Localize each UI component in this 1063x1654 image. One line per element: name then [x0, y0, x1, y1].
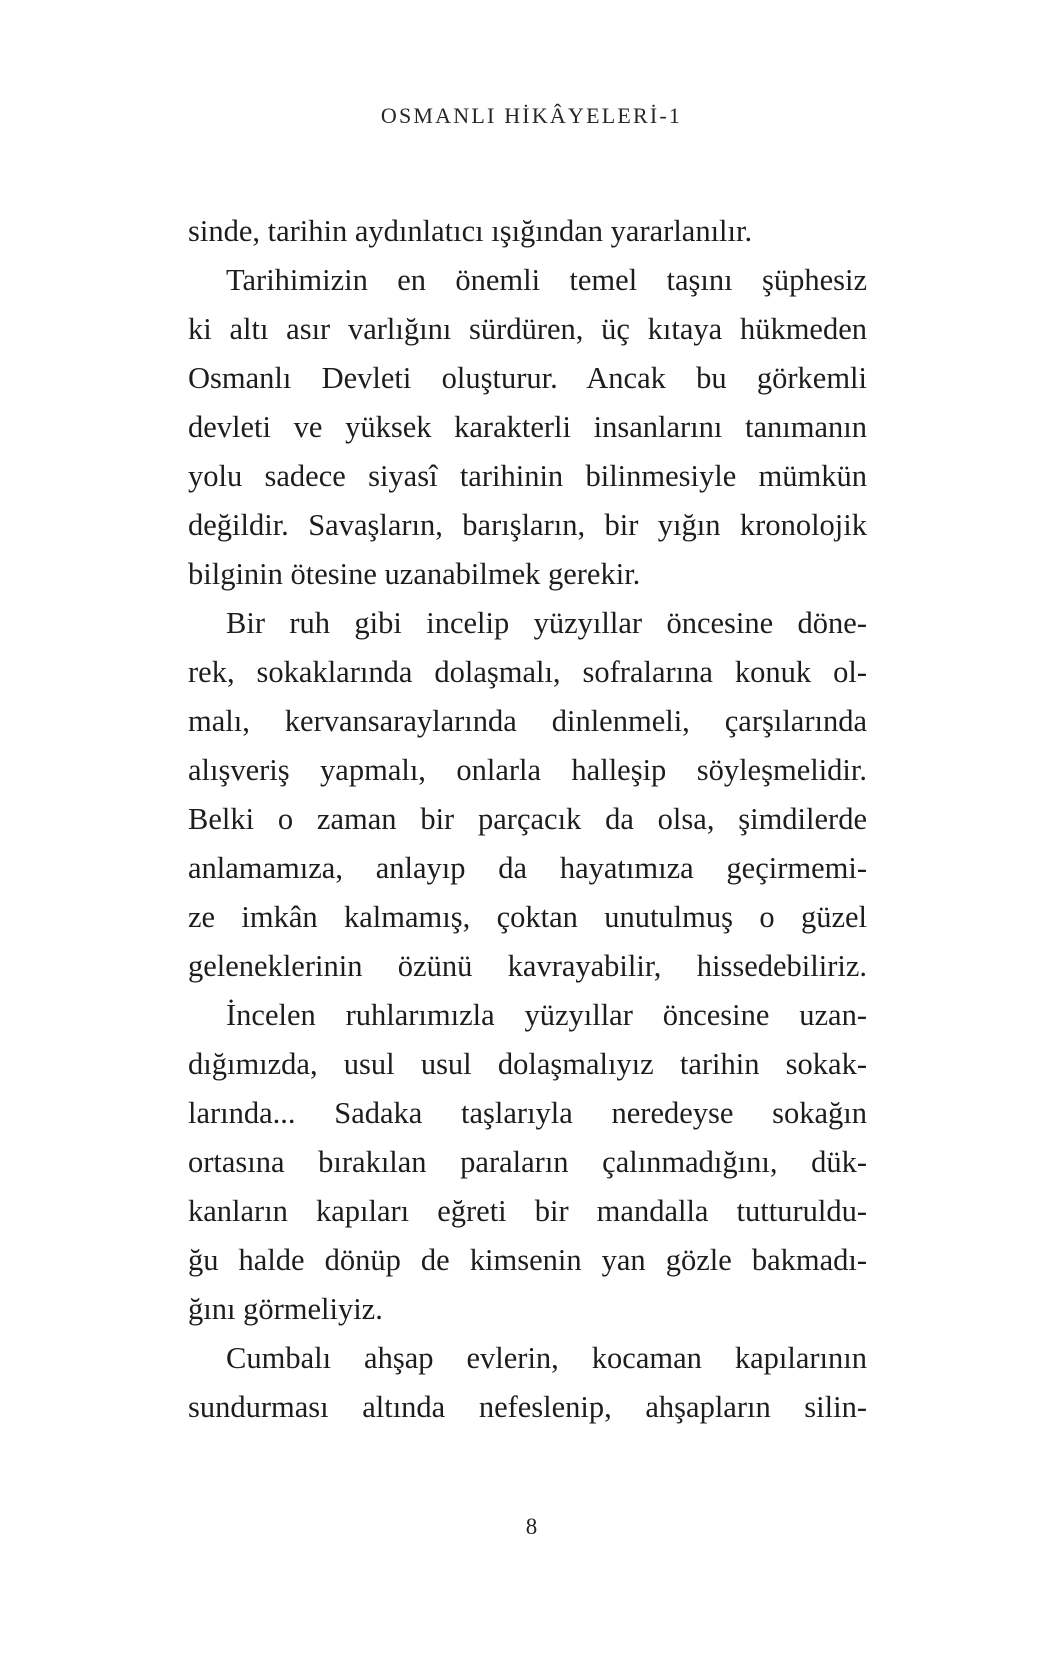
text-line: ortasına bırakılan paraların çalınmadığını, dük-: [188, 1145, 867, 1179]
text-line: bilginin ötesine uzanabilmek gerekir.: [188, 557, 641, 591]
text-line: dığımızda, usul usul dolaşmalıyız tarihin sokak-: [188, 1047, 867, 1081]
running-head-title: OSMANLI HİKÂYELERİ-1: [380, 103, 683, 128]
text-line: ğını görmeliyiz.: [188, 1292, 383, 1326]
text-line: devleti ve yüksek karakterli insanlarını tanımanın: [188, 410, 867, 444]
text-line: kanların kapıları eğreti bir mandalla tutturuldu-: [188, 1194, 867, 1228]
text-line: sinde, tarihin aydınlatıcı ışığından yararlanılır.: [188, 214, 753, 248]
text-line: ki altı asır varlığını sürdüren, üç kıtaya hükmeden: [188, 312, 867, 346]
text-line: sundurması altında nefeslenip, ahşapların silin-: [188, 1390, 867, 1424]
text-line: değildir. Savaşların, barışların, bir yığın kronolojik: [188, 508, 867, 542]
text-line: ğu halde dönüp de kimsenin yan gözle bakmadı-: [188, 1243, 867, 1277]
text-line: Cumbalı ahşap evlerin, kocaman kapılarının: [226, 1341, 867, 1375]
text-line: alışveriş yapmalı, onlarla halleşip söyleşmelidir.: [188, 753, 867, 787]
text-line: rek, sokaklarında dolaşmalı, sofralarına konuk ol-: [188, 655, 867, 689]
text-line: geleneklerinin özünü kavrayabilir, hissedebiliriz.: [188, 949, 867, 983]
text-line: Tarihimizin en önemli temel taşını şüphesiz: [226, 263, 867, 297]
text-line: anlamamıza, anlayıp da hayatımıza geçirmemi-: [188, 851, 867, 885]
text-line: larında... Sadaka taşlarıyla neredeyse sokağın: [188, 1096, 867, 1130]
page-number: 8: [525, 1514, 538, 1539]
text-line: yolu sadece siyasî tarihinin bilinmesiyle mümkün: [188, 459, 867, 493]
text-line: Belki o zaman bir parçacık da olsa, şimdilerde: [188, 802, 867, 836]
text-line: Bir ruh gibi incelip yüzyıllar öncesine döne-: [226, 606, 867, 640]
text-line: İncelen ruhlarımızla yüzyıllar öncesine uzan-: [226, 998, 867, 1032]
body-text-block: [188, 207, 867, 1432]
text-line: ze imkân kalmamış, çoktan unutulmuş o güzel: [188, 900, 867, 934]
text-line: malı, kervansaraylarında dinlenmeli, çarşılarında: [188, 704, 867, 738]
text-line: Osmanlı Devleti oluşturur. Ancak bu görkemli: [188, 361, 867, 395]
